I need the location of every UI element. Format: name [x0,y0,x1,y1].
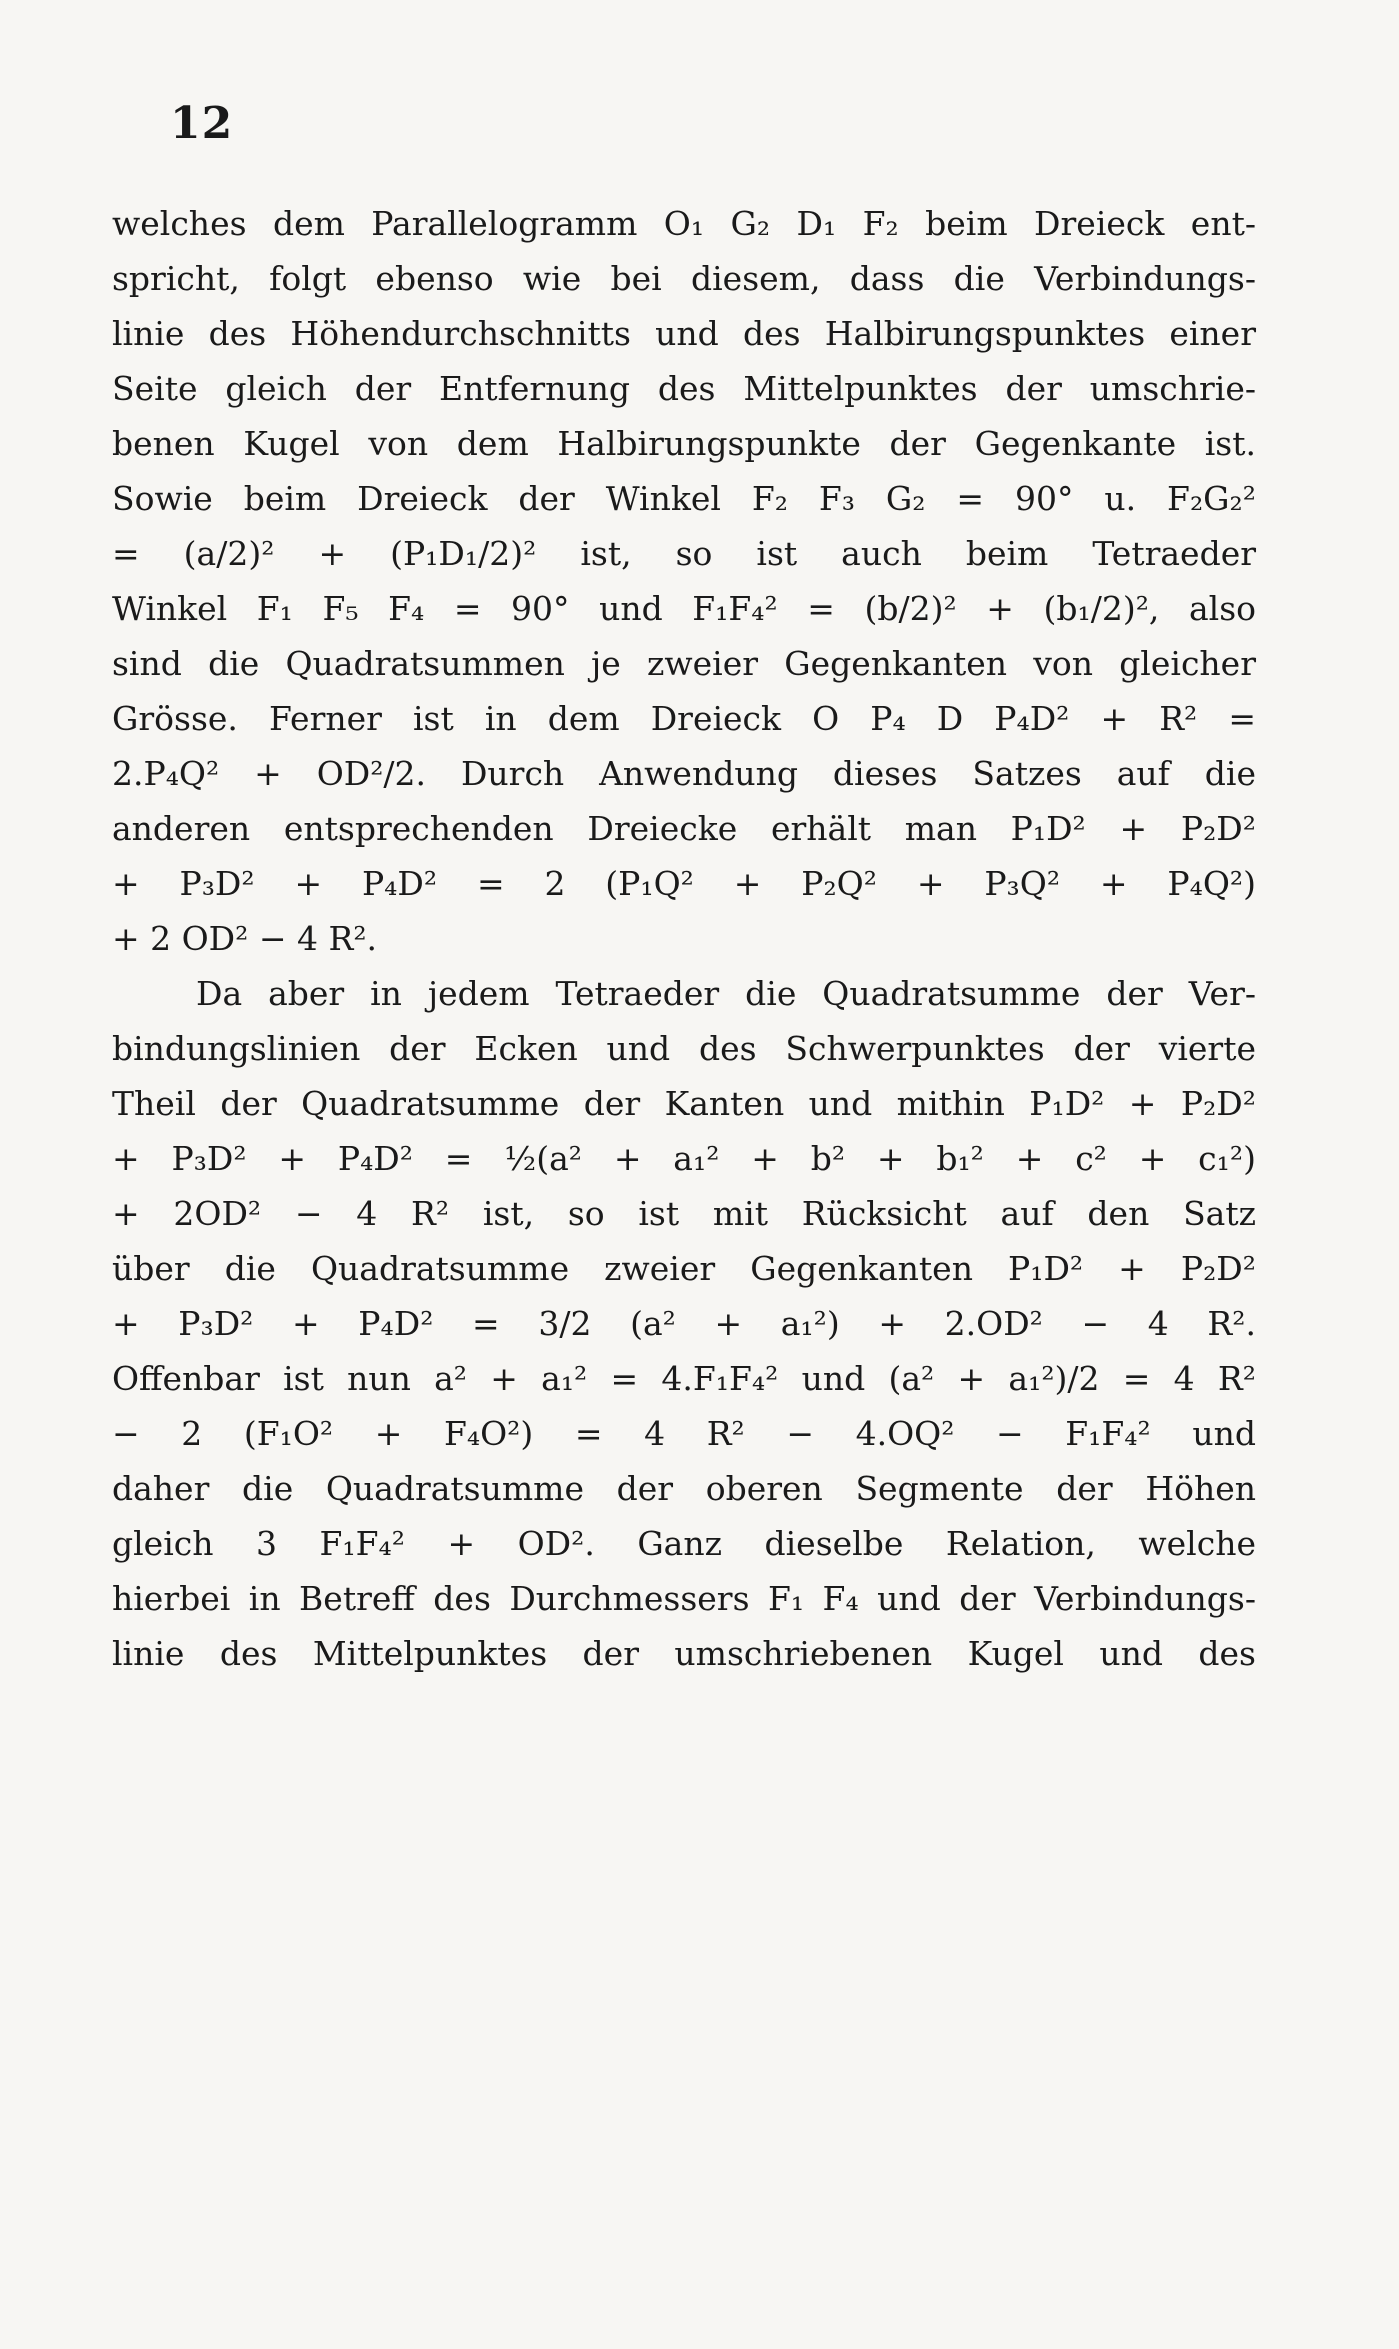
text-line: 2.P₄Q² + OD²/2. Durch Anwendung dieses Satzes auf die [112,754,1256,793]
text-line: Winkel F₁ F₅ F₄ = 90° und F₁F₄² = (b/2)² + (b₁/2)², also [112,589,1256,628]
text-line: gleich 3 F₁F₄² + OD². Ganz dieselbe Relation, welche [112,1524,1256,1563]
text-line: + P₃D² + P₄D² = 3/2 (a² + a₁²) + 2.OD² − 4 R². [112,1304,1256,1343]
text-line: Theil der Quadratsumme der Kanten und mithin P₁D² + P₂D² [112,1084,1256,1123]
text-line: Da aber in jedem Tetraeder die Quadratsumme der Ver- [196,974,1256,1013]
text-line: anderen entsprechenden Dreiecke erhält man P₁D² + P₂D² [112,809,1256,848]
text-line: sind die Quadratsummen je zweier Gegenkanten von gleicher [112,644,1256,683]
text-line: = (a/2)² + (P₁D₁/2)² ist, so ist auch beim Tetraeder [112,534,1256,573]
text-line: + 2 OD² − 4 R². [112,919,378,958]
text-line: daher die Quadratsumme der oberen Segmente der Höhen [112,1469,1256,1508]
text-line: linie des Mittelpunktes der umschriebenen Kugel und des [112,1634,1256,1673]
text-body [112,196,1256,1681]
text-line: Seite gleich der Entfernung des Mittelpunktes der umschrie- [112,369,1256,408]
text-line: − 2 (F₁O² + F₄O²) = 4 R² − 4.OQ² − F₁F₄² und [112,1414,1256,1453]
text-line: benen Kugel von dem Halbirungspunkte der Gegenkante ist. [112,424,1256,463]
text-line: bindungslinien der Ecken und des Schwerpunktes der vierte [112,1029,1256,1068]
text-line: über die Quadratsumme zweier Gegenkanten P₁D² + P₂D² [112,1249,1256,1288]
page-number: 12 [170,98,234,149]
text-line: + P₃D² + P₄D² = ½(a² + a₁² + b² + b₁² + c² + c₁²) [112,1139,1256,1178]
text-line: Offenbar ist nun a² + a₁² = 4.F₁F₄² und (a² + a₁²)/2 = 4 R² [112,1359,1256,1398]
text-line: Grösse. Ferner ist in dem Dreieck O P₄ D P₄D² + R² = [112,699,1256,738]
text-line: + 2OD² − 4 R² ist, so ist mit Rücksicht auf den Satz [112,1194,1256,1233]
text-line: Sowie beim Dreieck der Winkel F₂ F₃ G₂ = 90° u. F₂G₂² [112,479,1256,518]
text-line: welches dem Parallelogramm O₁ G₂ D₁ F₂ beim Dreieck ent- [112,204,1256,243]
text-line: linie des Höhendurchschnitts und des Halbirungspunktes einer [112,314,1256,353]
text-line: spricht, folgt ebenso wie bei diesem, dass die Verbindungs- [112,259,1256,298]
text-line: hierbei in Betreff des Durchmessers F₁ F₄ und der Verbindungs- [112,1579,1256,1618]
text-line: + P₃D² + P₄D² = 2 (P₁Q² + P₂Q² + P₃Q² + P₄Q²) [112,864,1256,903]
